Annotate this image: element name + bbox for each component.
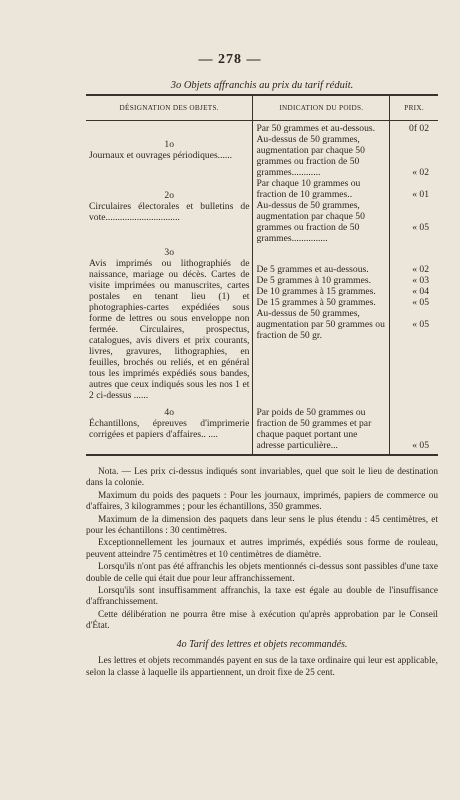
column-header-designation: DÉSIGNATION DES OBJETS. — [86, 95, 253, 121]
row-price: « 05 — [412, 319, 429, 330]
row-price: « 05 — [412, 440, 429, 451]
row-designation: Circulaires électorales et bulletins de vote............................... — [89, 201, 250, 223]
column-header-poids: INDICATION DU POIDS. — [253, 95, 390, 121]
row-price: « 02 — [412, 264, 429, 275]
notes-block — [86, 467, 438, 680]
row-number: 3o — [164, 247, 175, 258]
row-designation: Échantillons, épreuves d'imprimerie corrigées et papiers d'affaires.. .... — [89, 418, 250, 440]
page-number: — 278 — — [198, 52, 262, 67]
note-paragraph: Maximum de la dimension des paquets dans leur sens le plus étendu : 45 centimètres, et pour les échantillons : 30 centimètres. — [86, 514, 438, 537]
row-price: « 01 — [412, 189, 429, 200]
tariff-table — [86, 94, 438, 456]
note-paragraph: Nota. — Les prix ci-dessus indiqués sont invariables, quel que soit le lieu de destination dans la colonie. — [86, 467, 438, 489]
row-number: 1o — [164, 139, 175, 150]
row-number: 4o — [164, 407, 175, 418]
note-paragraph: Lorsqu'ils sont insuffisamment affranchis, la taxe est égale au double de l'insuffisance d'affranchissement. — [86, 586, 438, 608]
row-price: « 03 — [412, 275, 429, 286]
section-title: 3o Objets affranchis au prix du tarif réduit. — [170, 80, 354, 91]
table-row — [86, 121, 438, 179]
row-price: « 02 — [412, 167, 429, 178]
row-weight: De 5 grammes et au-dessous. — [256, 264, 369, 275]
row-weight: Au-dessus de 50 grammes, augmentation par chaque 50 grammes ou fraction de 50 grammes............... — [256, 200, 365, 244]
note-paragraph: Exceptionnellement les journaux et autres imprimés, expédiés sous forme de rouleau, peuvent atteindre 75 centimètres et 10 centimètres de diamètre. — [86, 538, 438, 560]
row-weight: De 10 grammes à 15 grammes. — [256, 286, 376, 297]
note-paragraph: Lorsqu'ils n'ont pas été affranchis les objets mentionnés ci-dessus sont passibles d'une taxe double de celle qui était due pour leur affranchissement. — [86, 562, 438, 584]
final-paragraph: Les lettres et objets recommandés payent en sus de la taxe ordinaire qui leur est applicable, selon la classe à laquelle ils appartiennent, un droit fixe de 25 cent. — [86, 656, 438, 678]
row-weight: De 15 grammes à 50 grammes. — [256, 297, 376, 308]
row-weight: Au-dessus de 50 grammes, augmentation par chaque 50 grammes ou fraction de 50 grammes............ — [256, 134, 365, 178]
note-paragraph: Maximum du poids des paquets : Pour les journaux, imprimés, papiers de commerce ou d'affaires, 3 kilogrammes ; pour les échantillons, 350 grammes. — [86, 490, 438, 513]
row-price: « 04 — [412, 286, 429, 297]
row-weight: Au-dessus de 50 grammes, augmentation par 50 grammes ou fraction de 50 gr. — [256, 308, 385, 341]
row-number: 2o — [164, 190, 175, 201]
row-weight: Par chaque 10 grammes ou fraction de 10 grammes.. — [256, 178, 361, 200]
table-row — [86, 244, 438, 401]
row-weight: Par poids de 50 grammes ou fraction de 50 grammes et par chaque paquet portant une adresse particulière... — [256, 407, 372, 451]
column-header-prix: PRIX. — [390, 95, 438, 121]
row-price: 0f 02 — [409, 123, 429, 134]
table-row — [86, 178, 438, 244]
row-designation: Journaux et ouvrages périodiques...... — [89, 150, 233, 161]
row-price: « 05 — [412, 297, 429, 308]
table-row — [86, 401, 438, 455]
row-weight: De 5 grammes à 10 grammes. — [256, 275, 372, 286]
note-paragraph: Cette délibération ne pourra être mise à exécution qu'après approbation par le Conseil d'État. — [86, 609, 438, 632]
table-header-row — [86, 95, 438, 121]
subsection-title: 4o Tarif des lettres et objets recommandés. — [176, 638, 348, 650]
row-designation: Avis imprimés ou lithographiés de naissance, mariage ou décès. Cartes de visite imprimées ou manuscrites, cartes postales en tenant lieu (1) et photographies-cartes expédiées sous forme de lettres ou sous enveloppe non fermée. Circulaires, prospectus, catalogues, avis divers et prix courants, livres, gravures, lithographies, en feuilles, brochés ou reliés, et en général tous les imprimés expédiés sous bandes, autres que ceux indiqués sous les nos 1 et 2 ci-dessus ...... — [89, 258, 250, 401]
row-price: « 05 — [412, 222, 429, 233]
row-weight: Par 50 grammes et au-dessous. — [256, 123, 376, 134]
